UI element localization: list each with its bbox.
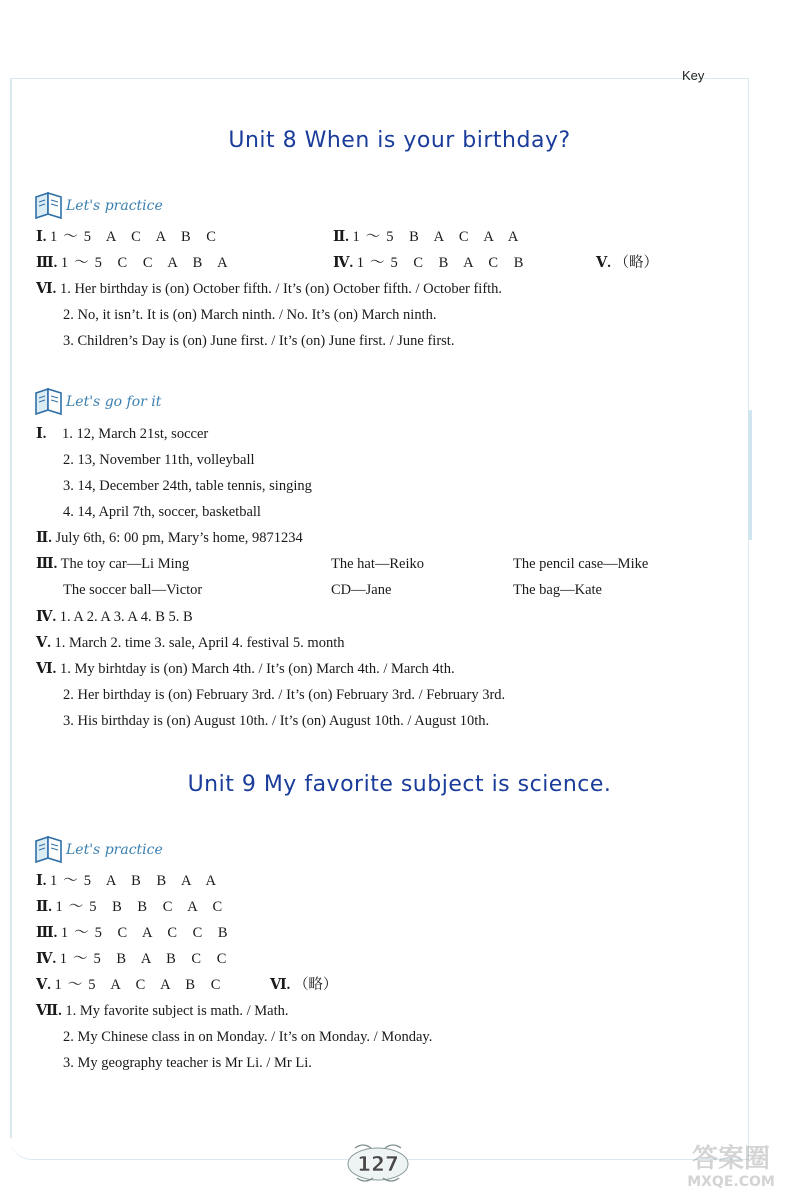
u8-g-vi-1 — [36, 660, 455, 678]
roman-numeral: Ⅰ. — [36, 426, 47, 442]
u8-g-i-3: 3. 14, December 24th, table tennis, singing — [63, 478, 312, 494]
u8-g-iii-r2c2: CD—Jane — [331, 582, 392, 598]
answer-text: July 6th, 6: 00 pm, Mary’s home, 9871234 — [55, 530, 303, 546]
u9-p-vii-3: 3. My geography teacher is Mr Li. / Mr Li. — [63, 1055, 312, 1071]
page-number-badge — [345, 1140, 411, 1184]
u9-p-vii-1 — [36, 1002, 288, 1020]
roman-numeral: Ⅵ. — [270, 977, 291, 993]
unit8-title: Unit 8 When is your birthday? — [228, 128, 571, 153]
roman-numeral: Ⅱ. — [36, 899, 52, 915]
answer-text: 1. Her birthday is (on) October fifth. / It’s (on) October fifth. / October fifth. — [59, 281, 503, 297]
unit9-title: Unit 9 My favorite subject is science. — [187, 772, 612, 797]
u8-g-iii-r1c3: The pencil case—Mike — [513, 556, 649, 572]
answer-text: 1～5 C A C C B — [60, 925, 234, 941]
book-icon — [33, 832, 65, 864]
answer-text: The toy car—Li Ming — [60, 556, 190, 572]
u9-p-row3 — [36, 924, 234, 942]
u8-p-row2-mid — [333, 254, 529, 272]
answer-text: （略） — [614, 255, 659, 271]
answer-text: 1～5 B A B C C — [59, 951, 233, 967]
u9-p-row5-extra — [270, 976, 337, 994]
answer-text: 1～5 C B A C B — [356, 255, 530, 271]
section-label: Let's practice — [66, 842, 163, 858]
answer-text: 1. 12, March 21st, soccer — [62, 426, 209, 442]
section-label: Let's go for it — [66, 394, 162, 410]
u9-p-row2 — [36, 898, 228, 916]
book-icon — [33, 188, 65, 220]
roman-numeral: Ⅳ. — [36, 609, 57, 625]
side-stripe — [748, 410, 752, 540]
u8-g-ii — [36, 529, 303, 547]
roman-numeral: Ⅴ. — [36, 635, 51, 651]
u8-g-iv — [36, 608, 193, 626]
roman-numeral: Ⅱ. — [36, 530, 52, 546]
u8-g-iii-row1 — [36, 555, 189, 573]
roman-numeral: Ⅲ. — [36, 255, 58, 271]
roman-numeral: Ⅲ. — [36, 925, 58, 941]
roman-numeral: Ⅳ. — [36, 951, 57, 967]
answer-text: 1～5 C C A B A — [60, 255, 234, 271]
u8-p-row1-right — [333, 228, 524, 246]
u8-p-row2-left — [36, 254, 234, 272]
section-label: Let's practice — [66, 198, 163, 214]
answer-text: 1. A 2. A 3. A 4. B 5. B — [59, 609, 193, 625]
u8-p-row1-left — [36, 228, 222, 246]
answer-text: 1～5 A C A B C — [54, 977, 227, 993]
u9-p-row1 — [36, 872, 222, 890]
u8-g-iii-r2c3: The bag—Kate — [513, 582, 602, 598]
page-number: 127 — [357, 1152, 399, 1176]
u9-p-row4 — [36, 950, 232, 968]
u9-p-vii-2: 2. My Chinese class in on Monday. / It’s on Monday. / Monday. — [63, 1029, 433, 1045]
roman-numeral: Ⅴ. — [36, 977, 51, 993]
u8-p-vi-1 — [36, 280, 502, 298]
answer-text: 1～5 B A C A A — [352, 229, 525, 245]
u8-g-i-2: 2. 13, November 11th, volleyball — [63, 452, 255, 468]
u8-p-vi-2: 2. No, it isn’t. It is (on) March ninth. / No. It’s (on) March ninth. — [63, 307, 437, 323]
answer-text: 1. My favorite subject is math. / Math. — [65, 1003, 289, 1019]
u8-g-iii-r2c1: The soccer ball—Victor — [63, 582, 203, 598]
answer-text: 1. March 2. time 3. sale, April 4. festival 5. month — [54, 635, 345, 651]
header-key-label: Key — [682, 68, 705, 83]
book-icon — [33, 384, 65, 416]
answer-text: （略） — [293, 977, 338, 993]
answer-text: 1. My birhtday is (on) March 4th. / It’s (on) March 4th. / March 4th. — [59, 661, 455, 677]
watermark-logo — [670, 1138, 792, 1196]
u8-g-i-4: 4. 14, April 7th, soccer, basketball — [63, 504, 261, 520]
answer-text: 1～5 A C A B C — [50, 229, 222, 245]
answer-text: 1～5 A B B A A — [50, 873, 222, 889]
watermark-top: 答案圈 — [691, 1144, 770, 1174]
u8-g-i-1 — [36, 425, 208, 443]
page-frame-left-edge — [10, 78, 12, 1138]
answer-text: 1～5 B B C A C — [55, 899, 229, 915]
u8-p-row2-right — [596, 254, 658, 272]
roman-numeral: Ⅴ. — [596, 255, 611, 271]
roman-numeral: Ⅵ. — [36, 661, 57, 677]
roman-numeral: Ⅰ. — [36, 229, 47, 245]
u9-p-row5 — [36, 976, 226, 994]
u8-g-vi-2: 2. Her birthday is (on) February 3rd. / It’s (on) February 3rd. / February 3rd. — [63, 687, 506, 703]
u8-g-iii-r1c2: The hat—Reiko — [331, 556, 425, 572]
roman-numeral: Ⅱ. — [333, 229, 349, 245]
u8-p-vi-3: 3. Children’s Day is (on) June first. / It’s (on) June first. / June first. — [63, 333, 455, 349]
roman-numeral: Ⅲ. — [36, 556, 58, 572]
roman-numeral: Ⅰ. — [36, 873, 47, 889]
watermark-bottom: MXQE.COM — [687, 1174, 775, 1190]
u8-g-v — [36, 634, 344, 652]
u8-g-vi-3: 3. His birthday is (on) August 10th. / It’s (on) August 10th. / August 10th. — [63, 713, 490, 729]
roman-numeral: Ⅵ. — [36, 281, 57, 297]
roman-numeral: Ⅳ. — [333, 255, 354, 271]
roman-numeral: Ⅶ. — [36, 1003, 62, 1019]
